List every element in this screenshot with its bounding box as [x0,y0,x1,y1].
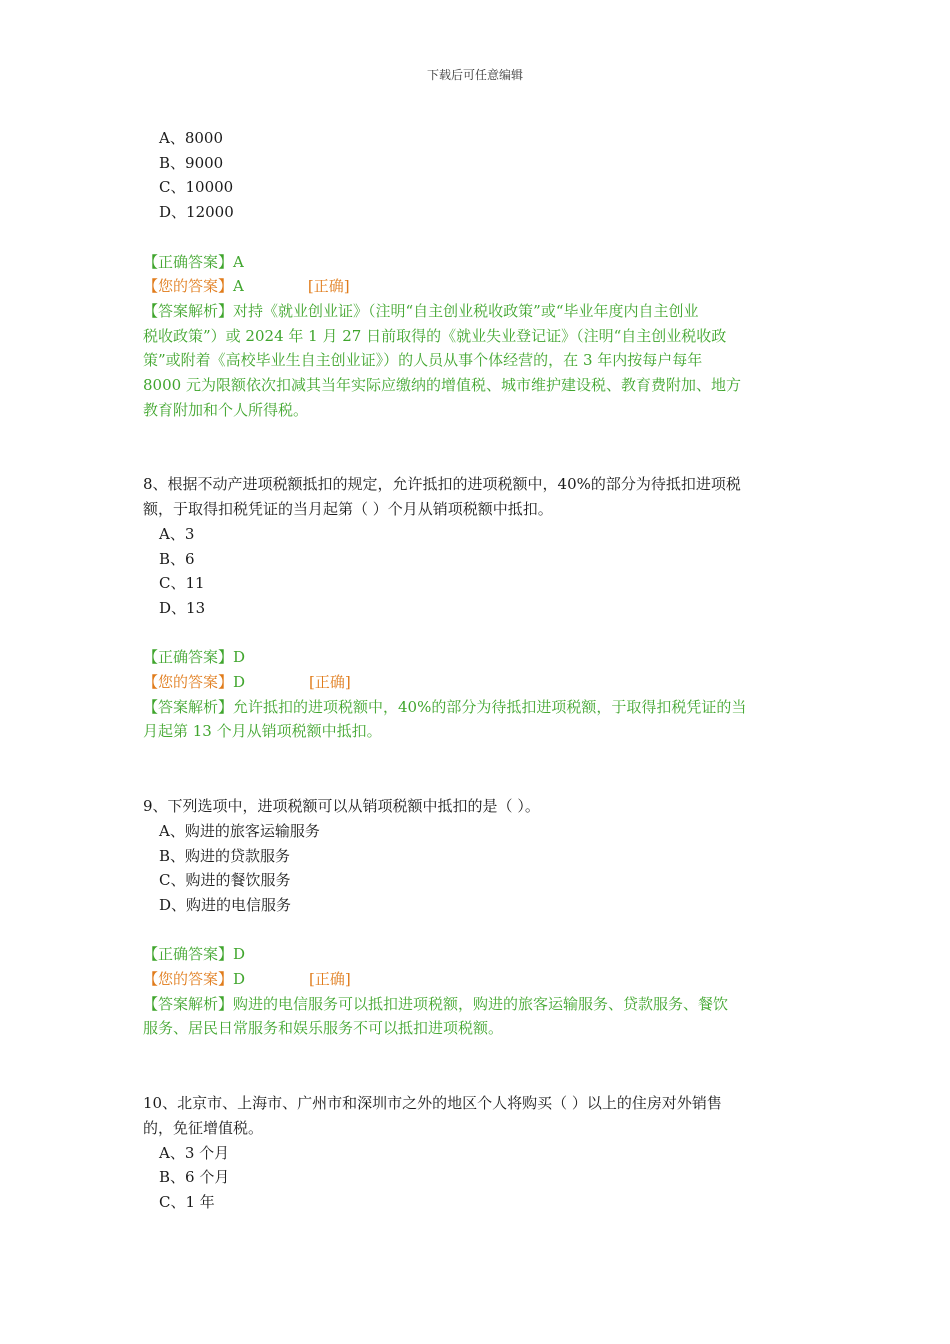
correct-answer [143,645,813,670]
option-c: C、1 年 [159,1192,215,1211]
option-c: C、购进的餐饮服务 [159,871,291,890]
analysis-text: 购进的电信服务可以抵扣进项税额，购进的旅客运输服务、贷款服务、餐饮 [233,994,729,1013]
option-a: A、3 [159,524,195,543]
your-answer-value: D [233,970,246,989]
question-text-line-2: 额，于取得扣税凭证的当月起第（ ）个月从销项税额中抵扣。 [143,500,553,519]
question-text-line-1: 9、下列选项中，进项税额可以从销项税额中抵扣的是（ ）。 [143,797,540,816]
your-answer-label: 【您的答案】 [143,673,234,692]
answer-analysis-line-1 [143,992,813,1017]
option-a: A、3 个月 [159,1143,230,1162]
correct-answer-label: 【正确答案】 [143,945,234,964]
question-text-line-2: 的，免征增值税。 [143,1118,264,1137]
answer-status: [正确] [307,277,350,296]
correct-answer-value: D [233,945,246,964]
your-answer-label: 【您的答案】 [143,970,234,989]
question-9 [143,794,813,1041]
analysis-text: 对持《就业创业证》（注明“自主创业税收政策”或“毕业年度内自主创业 [233,301,699,320]
answer-analysis-line-5: 教育附加和个人所得税。 [143,400,309,419]
option-a: A、8000 [159,129,224,147]
answer-analysis-line-3: 策”或附着《高校毕业生自主创业证》）的人员从事个体经营的，在 3 年内按每户每年 [143,351,703,370]
answer-analysis-line-2: 服务、居民日常服务和娱乐服务不可以抵扣进项税额。 [143,1019,504,1038]
answer-analysis-line-2: 税收政策”）或 2024 年 1 月 27 日前取得的《就业失业登记证》（注明“自主创业税收政 [143,326,727,345]
question-text-line-1: 8、根据不动产进项税额抵扣的规定，允许抵扣的进项税额中，40%的部分为待抵扣进项税 [143,475,741,494]
your-answer [143,670,813,695]
answer-analysis-line-1 [143,299,813,324]
option-d: D、购进的电信服务 [159,895,292,914]
option-b: B、购进的贷款服务 [159,846,291,865]
your-answer-value: D [233,673,246,692]
your-answer [143,274,813,299]
answer-status: [正确] [309,970,351,989]
correct-answer-value: D [233,648,246,667]
analysis-label: 【答案解析】 [143,697,234,716]
your-answer [143,967,813,992]
question-8 [143,472,813,744]
page-header: 下载后可任意编辑 [426,68,523,82]
answer-analysis-line-2: 月起第 13 个月从销项税额中抵扣。 [143,722,382,741]
correct-answer-label: 【正确答案】 [143,252,234,271]
option-d: D、12000 [159,203,234,222]
analysis-text: 允许抵扣的进项税额中，40%的部分为待抵扣进项税额，于取得扣税凭证的当 [233,697,747,716]
your-answer-value: A [233,277,244,296]
correct-answer-label: 【正确答案】 [143,648,234,667]
option-d: D、13 [159,598,206,617]
question-10 [143,1091,813,1215]
document-body [143,126,813,1215]
correct-answer-value: A [233,252,244,271]
option-c: C、10000 [159,178,234,197]
analysis-label: 【答案解析】 [143,301,234,320]
question-7 [143,126,813,422]
question-text-line-1: 10、北京市、上海市、广州市和深圳市之外的地区个人将购买（ ）以上的住房对外销售 [143,1094,722,1113]
option-a: A、购进的旅客运输服务 [159,821,320,840]
option-b: B、9000 [159,153,224,172]
answer-status: [正确] [309,673,351,692]
option-b: B、6 [159,549,195,568]
your-answer-label: 【您的答案】 [143,277,234,296]
answer-analysis-line-4: 8000 元为限额依次扣减其当年实际应缴纳的增值税、城市维护建设税、教育费附加、地方 [143,376,741,395]
option-b: B、6 个月 [159,1168,230,1187]
correct-answer [143,250,813,275]
analysis-label: 【答案解析】 [143,994,234,1013]
option-c: C、11 [159,574,205,593]
answer-analysis-line-1 [143,695,813,720]
correct-answer [143,942,813,967]
